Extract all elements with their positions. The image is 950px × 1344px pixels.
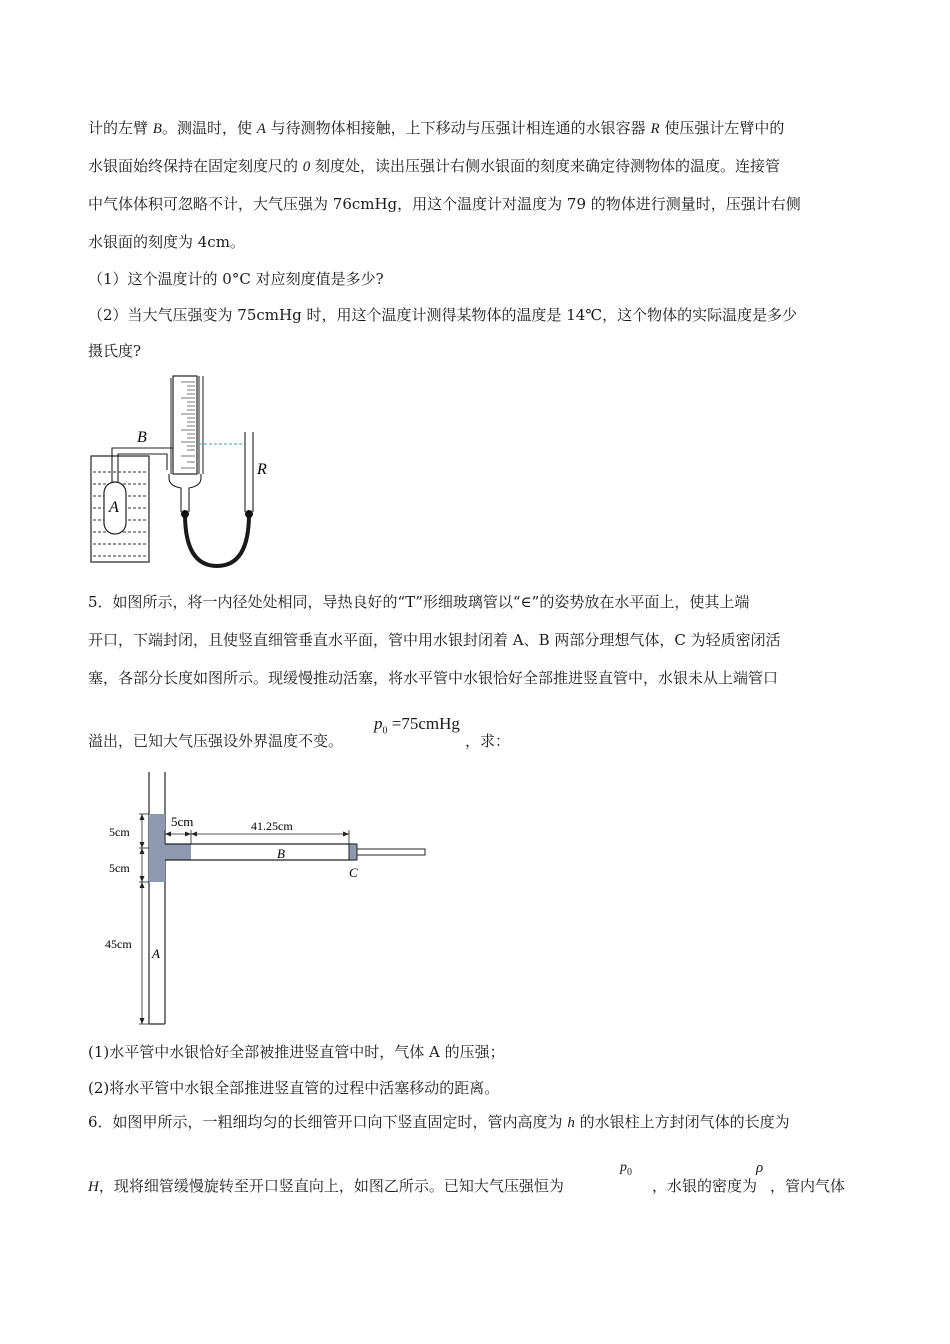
text: 使压强计左臂中的 xyxy=(659,119,785,137)
text: B xyxy=(152,121,162,137)
p5-question-1: (1)水平管中水银恰好全部被推进竖直管中时，气体 A 的压强； xyxy=(88,1043,505,1061)
text: h xyxy=(567,1115,575,1131)
label-a: A xyxy=(152,946,160,961)
text: ，现将细管缓慢旋转至开口竖直向上，如图乙所示。已知大气压强恒为 xyxy=(98,1177,564,1195)
text: 0 xyxy=(302,159,311,175)
text: 计的左臂 xyxy=(88,119,153,137)
symbol-p0 xyxy=(620,1160,632,1178)
p6-line-2-mid: ，水银的密度为 xyxy=(652,1177,758,1195)
text: 与待测物体相接触，上下移动与压强计相连通的水银容器 xyxy=(265,119,651,137)
p5-line-2: 开口，下端封闭，且使竖直细管垂直水平面，管中用水银封闭着 A、B 两部分理想气体，C 为轻质密闭活 xyxy=(88,631,781,649)
label-b: B xyxy=(137,429,147,446)
formula-symbol: p xyxy=(374,714,383,733)
label-c: C xyxy=(349,865,358,880)
p4-question-1: （1）这个温度计的 0°C 对应刻度值是多少? xyxy=(88,270,384,288)
text: 水银面始终保持在固定刻度尺的 xyxy=(88,157,303,175)
rho-symbol: ρ xyxy=(756,1160,764,1176)
p6-line-1 xyxy=(88,1112,790,1133)
text: 。测温时，使 xyxy=(161,119,257,137)
text: 刻度处，读出压强计右侧水银面的刻度来确定待测物体的温度。连接管 xyxy=(310,157,781,175)
symbol-rho xyxy=(756,1160,763,1177)
text: 的水银柱上方封闭气体的长度为 xyxy=(574,1113,790,1131)
p5-line-4-end: ，求： xyxy=(465,732,511,750)
p4-line-3: 中气体体积可忽略不计，大气压强为 76cmHg，用这个温度计对温度为 79 的物体进行测量时，压强计右侧 xyxy=(88,195,801,213)
p4-line-2 xyxy=(88,156,780,177)
label-r: R xyxy=(257,461,267,478)
dim-mid: 5cm xyxy=(109,861,130,875)
t-tube-figure xyxy=(105,770,435,1028)
p5-line-4 xyxy=(88,731,343,751)
dim-length: 41.25cm xyxy=(251,819,293,833)
p4-question-2: （2）当大气压强变为 75cmHg 时，用这个温度计测得某物体的温度是 14℃，这个物体的实际温度是多少 xyxy=(88,306,798,324)
text: R xyxy=(650,121,660,137)
p6-line-2 xyxy=(88,1176,564,1197)
thermometer-figure xyxy=(85,370,285,570)
p5-question-2: (2)将水平管中水银全部推进竖直管的过程中活塞移动的距离。 xyxy=(88,1079,500,1097)
formula-p0 xyxy=(374,714,460,736)
p5-line-1: 5．如图所示，将一内径处处相同，导热良好的“T”形细玻璃管以“∈”的姿势放在水平面上，使其上端 xyxy=(88,593,750,611)
dim-width: 5cm xyxy=(171,814,194,829)
p4-line-4: 水银面的刻度为 4cm。 xyxy=(88,233,245,251)
label-a: A xyxy=(109,499,119,516)
text: H xyxy=(88,1179,99,1195)
p4-question-2-cont: 摄氏度? xyxy=(88,342,142,360)
text: 溢出，已知大气压强设外界温度不变。 xyxy=(88,732,344,750)
dim-bottom: 45cm xyxy=(105,937,132,951)
formula-value: =75cmHg xyxy=(387,714,460,733)
p-symbol: p xyxy=(620,1160,627,1175)
formula-subscript: 0 xyxy=(382,725,388,737)
p4-line-1 xyxy=(88,118,784,139)
p-subscript: 0 xyxy=(627,1166,632,1178)
dim-top: 5cm xyxy=(109,825,130,839)
label-b: B xyxy=(277,846,285,861)
text: 6．如图甲所示，一粗细均匀的长细管开口向下竖直固定时，管内高度为 xyxy=(88,1113,568,1131)
p5-line-3: 塞，各部分长度如图所示。现缓慢推动活塞，将水平管中水银恰好全部推进竖直管中，水银未从上端管口 xyxy=(88,669,779,687)
text: A xyxy=(256,121,266,137)
p6-line-2-end: ，管内气体 xyxy=(770,1177,846,1195)
